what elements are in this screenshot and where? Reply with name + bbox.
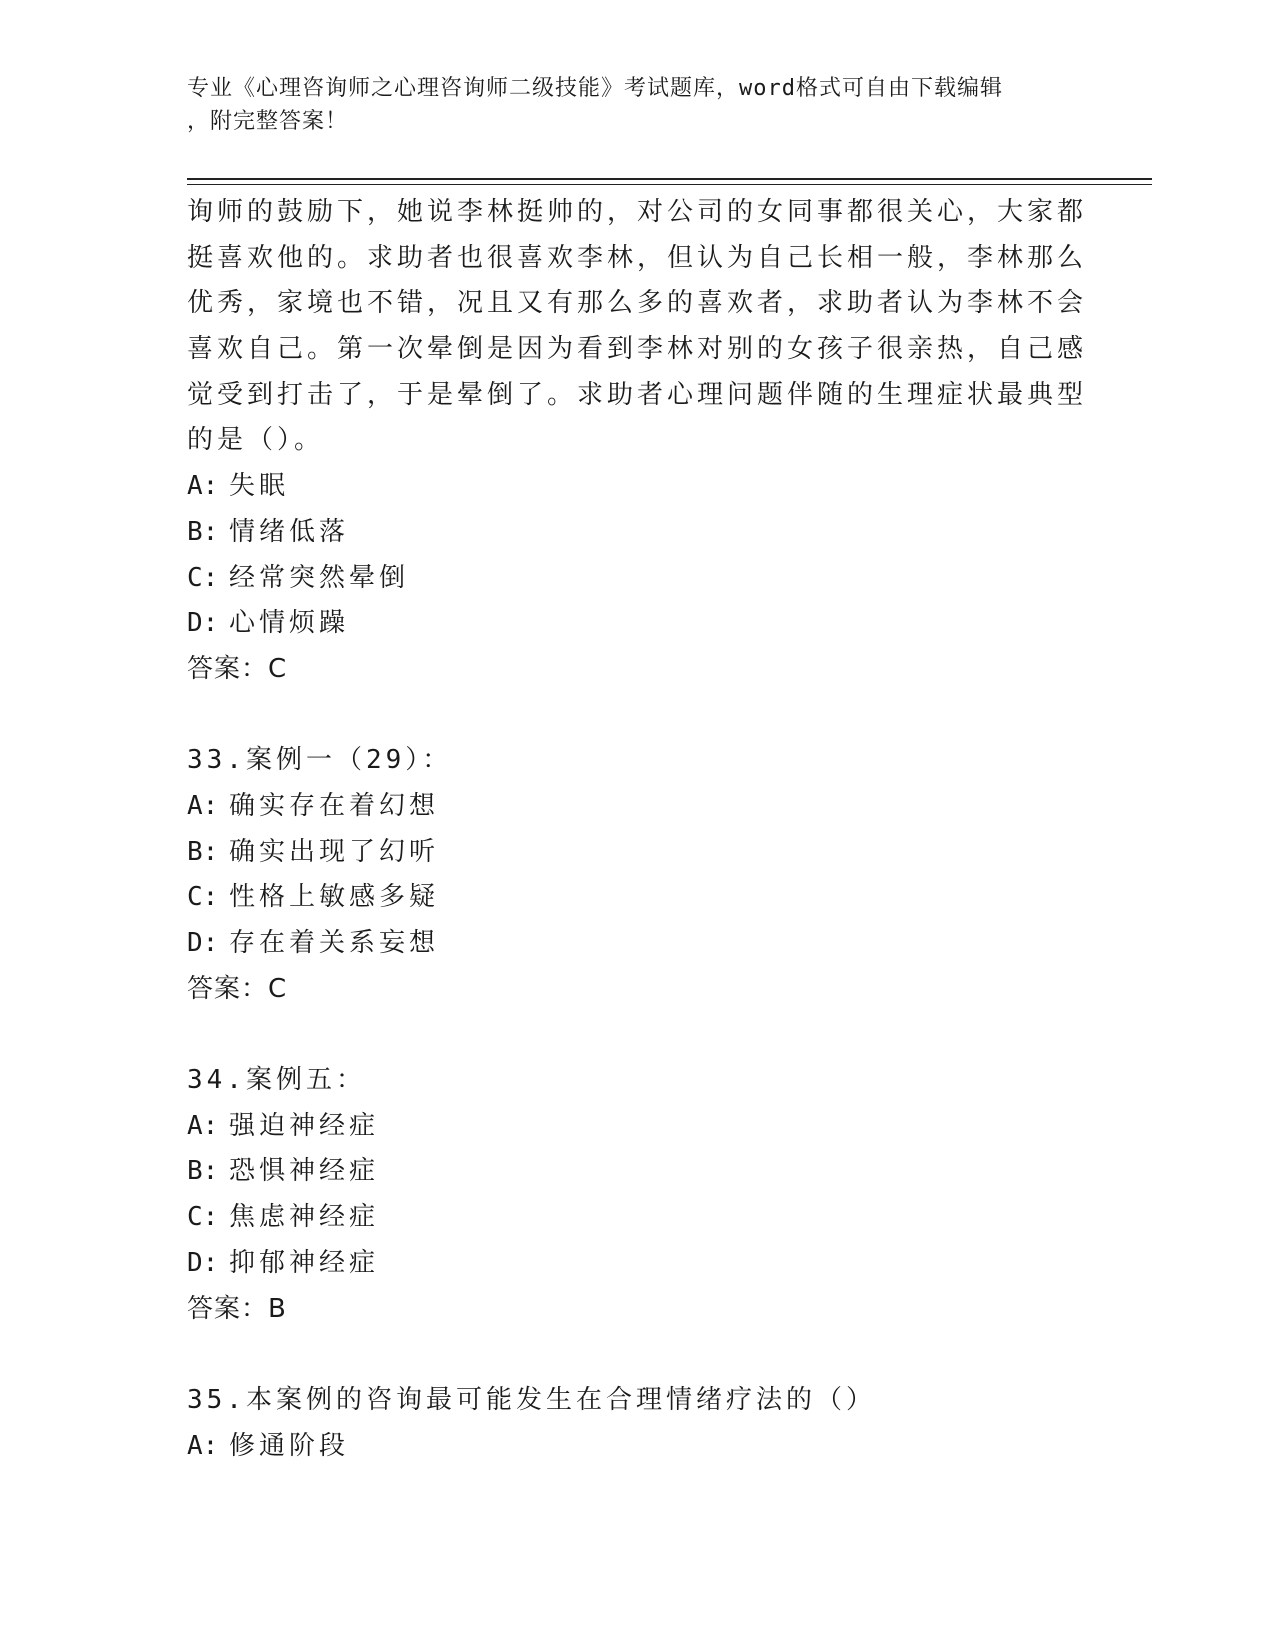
- option-text: 强迫神经症: [229, 1110, 380, 1141]
- question-34: [187, 1058, 1077, 1332]
- option-letter: B:: [187, 836, 219, 867]
- question-title: 35.本案例的咨询最可能发生在合理情绪疗法的（）: [187, 1384, 876, 1415]
- spacer: [187, 1332, 1077, 1378]
- question-35: [187, 1378, 1077, 1469]
- option-letter: B:: [187, 516, 219, 547]
- option-c: [187, 1195, 1077, 1241]
- option-a: [187, 1424, 1077, 1470]
- option-d: [187, 601, 1077, 647]
- option-a: [187, 464, 1077, 510]
- option-text: 失眠: [229, 471, 290, 502]
- option-d: [187, 1241, 1077, 1287]
- answer-line: 答案：B: [187, 1293, 287, 1324]
- question-33: [187, 738, 1077, 1012]
- option-letter: A:: [187, 1430, 219, 1461]
- question-title: 33.案例一（29）：: [187, 745, 453, 776]
- header-divider-thick: [187, 178, 1152, 180]
- option-d: [187, 921, 1077, 967]
- option-text: 恐惧神经症: [229, 1156, 380, 1187]
- option-text: 经常突然晕倒: [229, 562, 410, 593]
- option-letter: C:: [187, 1202, 219, 1233]
- option-text: 确实存在着幻想: [229, 790, 440, 821]
- option-text: 确实出现了幻听: [229, 836, 440, 867]
- answer-line: 答案：C: [187, 653, 288, 684]
- answer-line: 答案：C: [187, 973, 288, 1004]
- option-text: 修通阶段: [229, 1430, 350, 1461]
- option-letter: D:: [187, 928, 219, 958]
- option-a: [187, 1104, 1077, 1150]
- option-c: [187, 556, 1077, 602]
- passage-line: 挺喜欢他的。求助者也很喜欢李林，但认为自己长相一般，李林那么: [187, 242, 1088, 273]
- option-letter: C:: [187, 882, 219, 913]
- spacer: [187, 1012, 1077, 1058]
- question-title: 34.案例五：: [187, 1065, 366, 1096]
- passage-line: 的是（）。: [187, 425, 325, 456]
- passage-line: 觉受到打击了，于是晕倒了。求助者心理问题伴随的生理症状最典型: [187, 379, 1088, 410]
- spacer: [187, 693, 1077, 739]
- option-text: 情绪低落: [229, 516, 350, 547]
- option-text: 心情烦躁: [229, 608, 350, 639]
- option-letter: B:: [187, 1156, 219, 1187]
- passage-line: 询师的鼓励下，她说李林挺帅的，对公司的女同事都很关心，大家都: [187, 197, 1088, 227]
- option-text: 焦虑神经症: [229, 1202, 380, 1233]
- option-letter: A:: [187, 790, 219, 821]
- option-letter: D:: [187, 608, 219, 639]
- option-letter: D:: [187, 1247, 219, 1278]
- option-text: 抑郁神经症: [229, 1247, 380, 1278]
- option-letter: C:: [187, 562, 219, 593]
- option-b: [187, 830, 1077, 876]
- header-line-1: 专业《心理咨询师之心理咨询师二级技能》考试题库，word格式可自由下载编辑: [187, 76, 1003, 101]
- option-text: 存在着关系妄想: [229, 928, 440, 958]
- option-a: [187, 784, 1077, 830]
- passage-line: 喜欢自己。第一次晕倒是因为看到李林对别的女孩子很亲热，自己感: [187, 334, 1088, 365]
- option-b: [187, 1149, 1077, 1195]
- option-letter: A:: [187, 1110, 219, 1141]
- header-divider-thin: [187, 184, 1152, 185]
- option-text: 性格上敏感多疑: [229, 882, 440, 913]
- document-body: [187, 190, 1088, 1469]
- document-header: [187, 72, 1067, 138]
- question-32-continuation: [187, 190, 1088, 693]
- header-line-2: ，附完整答案！: [187, 109, 349, 134]
- option-c: [187, 875, 1077, 921]
- option-letter: A:: [187, 471, 219, 502]
- passage-line: 优秀，家境也不错，况且又有那么多的喜欢者，求助者认为李林不会: [187, 288, 1088, 319]
- option-b: [187, 510, 1077, 556]
